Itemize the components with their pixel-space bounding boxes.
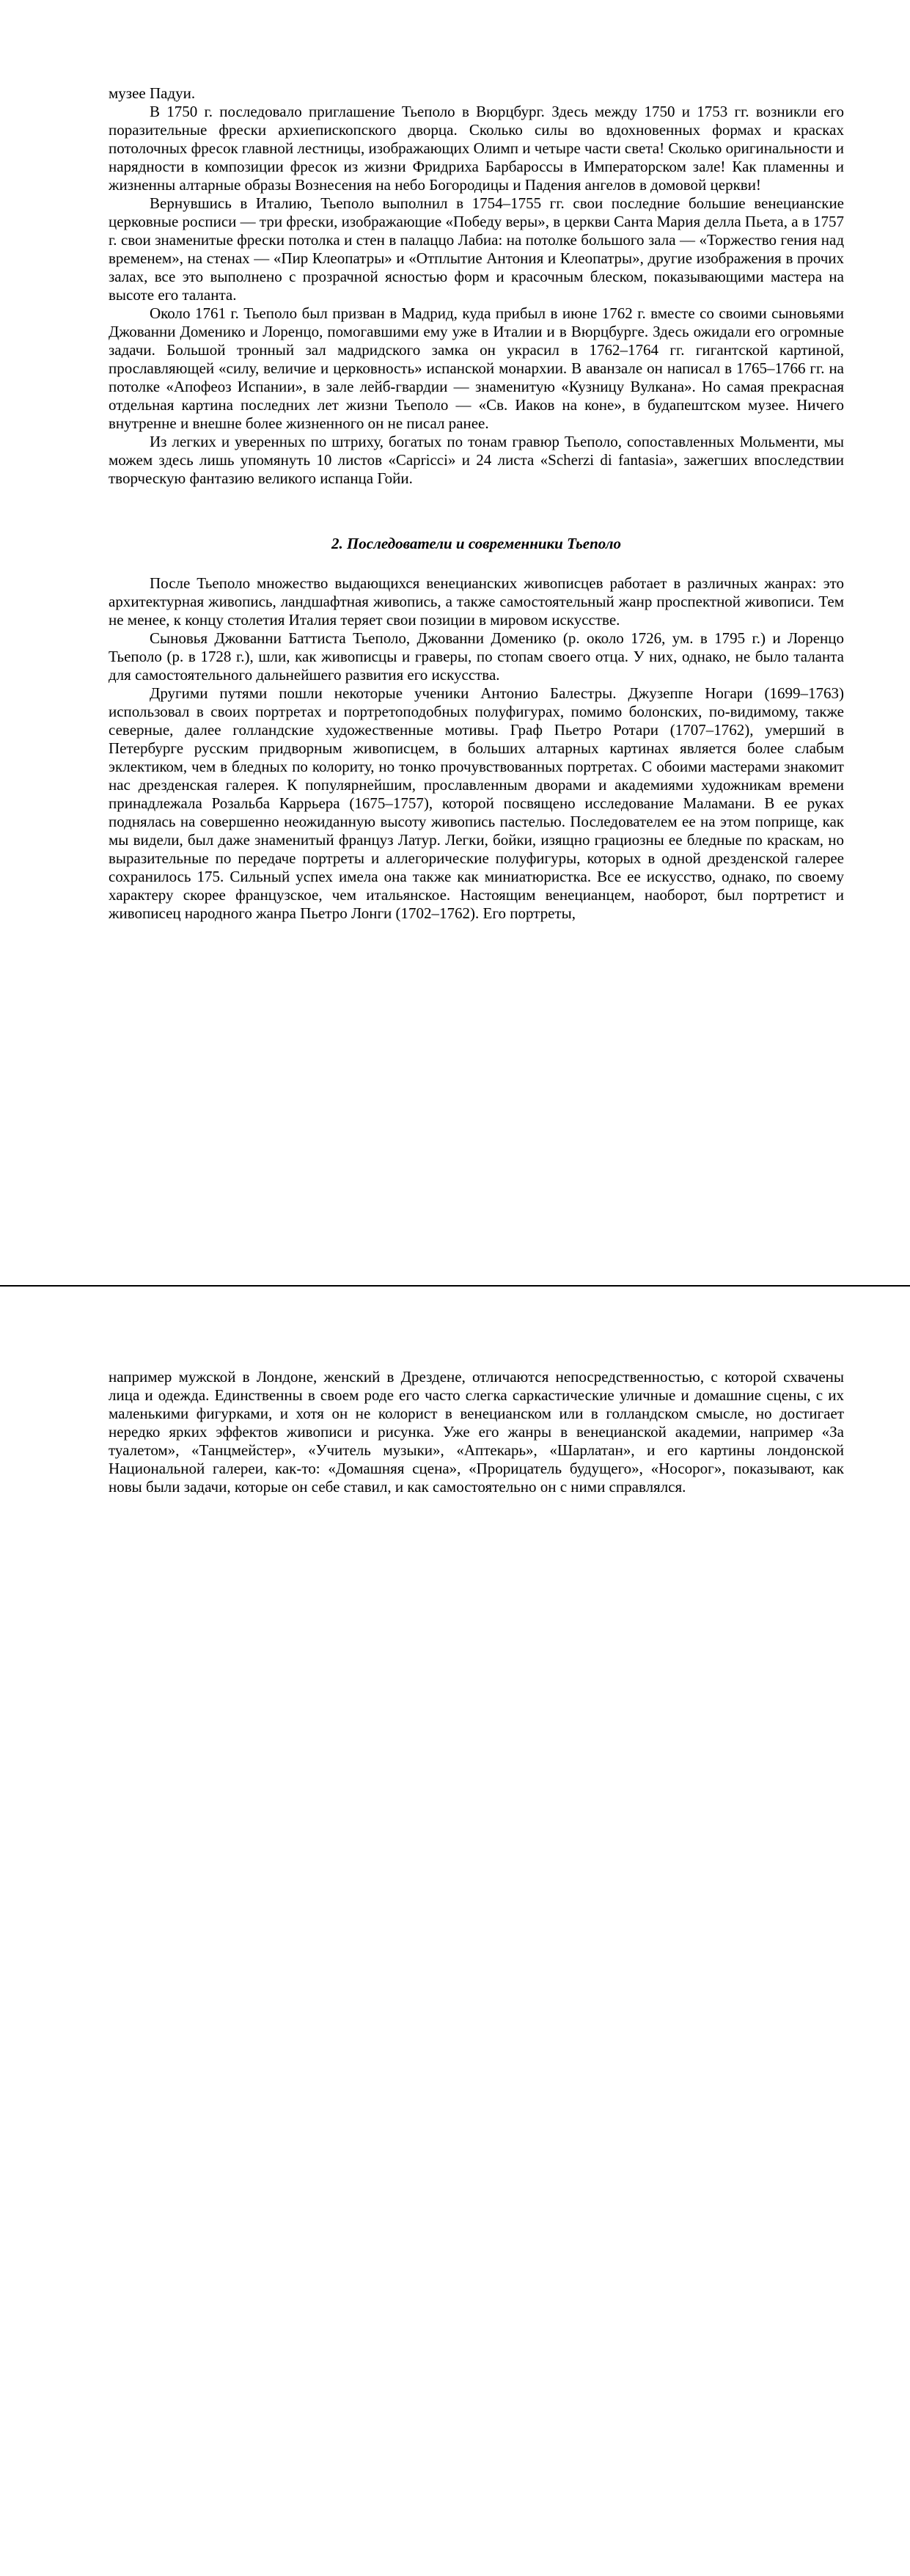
page-1 [0, 0, 910, 1285]
paragraph: например мужской в Лондоне, женский в Дрездене, отличаются непосредственностью, с которой схвачены лица и одежда. Единственны в своем роде его часто слегка саркастические уличные и домашние сцены, с их маленькими фигурками, и хотя он не колорист в венецианском или в голландском смысле, но достигает нередко ярких эффектов живописи и рисунка. Уже его жанры в венецианской академии, например «За туалетом», «Танцмейстер», «Учитель музыки», «Аптекарь», «Шарлатан», и его картины лондонской Национальной галереи, как-то: «Домашняя сцена», «Прорицатель будущего», «Носорог», показывают, как новы были задачи, которые он себе ставил, и как самостоятельно он с ними справлялся. [109, 1368, 844, 1496]
section-heading: 2. Последователи и современники Тьеполо [331, 535, 622, 552]
paragraph: музее Падуи. [109, 84, 196, 102]
paragraph: После Тьеполо множество выдающихся венецианских живописцев работает в различных жанрах: это архитектурная живопись, ландшафтная живопись, а также самостоятельный жанр проспектной живописи. Тем не менее, к концу столетия Италия теряет свои позиции в мировом искусстве. [109, 574, 844, 629]
paragraph: В 1750 г. последовало приглашение Тьеполо в Вюрцбург. Здесь между 1750 и 1753 гг. возникли его поразительные фрески архиепископского дворца. Сколько силы во вдохновенных формах и красках потолочных фресок главной лестницы, изображающих Олимп и четыре части света! Сколько оригинальности и нарядности в композиции фресок из жизни Фридриха Барбароссы в Императорском зале! Как пламенны и жизненны алтарные образы Вознесения на небо Богородицы и Падения ангелов в домовой церкви! [109, 103, 845, 194]
paragraph: Вернувшись в Италию, Тьеполо выполнил в 1754–1755 гг. свои последние большие венецианские церковные росписи — три фрески, изображающие «Победу веры», в церкви Санта Мария делла Пьета, а в 1757 г. свои знаменитые фрески потолка и стен в палаццо Лабиа: на потолке большого зала — «Торжество гения над временем», на стенах — «Пир Клеопатры» и «Отплытие Антония и Клеопатры», другие изображения в прочих залах, все это выполнено с прозрачной ясностью форм и красочным блеском, показывающими мастера на высоте его таланта. [109, 194, 844, 304]
paragraph: Около 1761 г. Тьеполо был призван в Мадрид, куда прибыл в июне 1762 г. вместе со своими сыновьями Джованни Доменико и Лоренцо, помогавшими ему уже в Италии и в Вюрцбурге. Здесь ожидали его огромные задачи. Большой тронный зал мадридского замка он украсил в 1762–1764 гг. гигантской картиной, прославляющей «силу, величие и церковность» испанской монархии. В аванзале он написал в 1765–1766 гг. на потолке «Апофеоз Испании», в зале лейб-гвардии — знаменитую «Кузницу Вулкана». Но самая прекрасная отдельная картина последних лет жизни Тьеполо — «Св. Иаков на коне», в будапештском музее. Ничего внутренне и внешне более жизненного он не писал ранее. [109, 304, 844, 432]
paragraph: Другими путями пошли некоторые ученики Антонио Балестры. Джузеппе Ногари (1699–1763) использовал в своих портретах и портретоподобных полуфигурах, помимо болонских, по-видимому, также северные, далее голландские художественные мотивы. Граф Пьетро Ротари (1707–1762), умерший в Петербурге русским придворным живописцем, в больших алтарных картинах является более слабым эклектиком, чем в бледных по колориту, но тонко прочувствованных портретах. С обоими мастерами знакомит нас дрезденская галерея. К популярнейшим, прославленным дворами и академиями художникам времени принадлежала Розальба Каррьера (1675–1757), которой посвящено исследование Маламани. В ее руках поднялась на совершенно неожиданную высоту живопись пастелью. Последователем ее на этом поприще, как мы видели, был даже знаменитый француз Латур. Легки, бойки, изящно грациозны ее бледные по краскам, но выразительные по передаче портреты и аллегорические полуфигуры, которых в одной дрезденской галерее сохранилось 175. Сильный успех имела она также как миниатюристка. Все ее искусство, однако, по своему характеру скорее французское, чем итальянское. Настоящим венецианцем, наоборот, был портретист и живописец народного жанра Пьетро Лонги (1702–1762). Его портреты, [109, 684, 844, 922]
paragraph: Сыновья Джованни Баттиста Тьеполо, Джованни Доменико (р. около 1726, ум. в 1795 г.) и Лоренцо Тьеполо (р. в 1728 г.), шли, как живописцы и граверы, по стопам своего отца. У них, однако, не было таланта для самостоятельного дальнейшего развития его искусства. [109, 629, 844, 684]
paragraph: Из легких и уверенных по штриху, богатых по тонам гравюр Тьеполо, сопоставленных Мольменти, мы можем здесь лишь упомянуть 10 листов «Capricci» и 24 листа «Scherzi di fantasia», зажегших впоследствии творческую фантазию великого испанца Гойи. [109, 433, 844, 487]
page-1-text [109, 84, 844, 923]
page-2-text [109, 1368, 844, 1496]
